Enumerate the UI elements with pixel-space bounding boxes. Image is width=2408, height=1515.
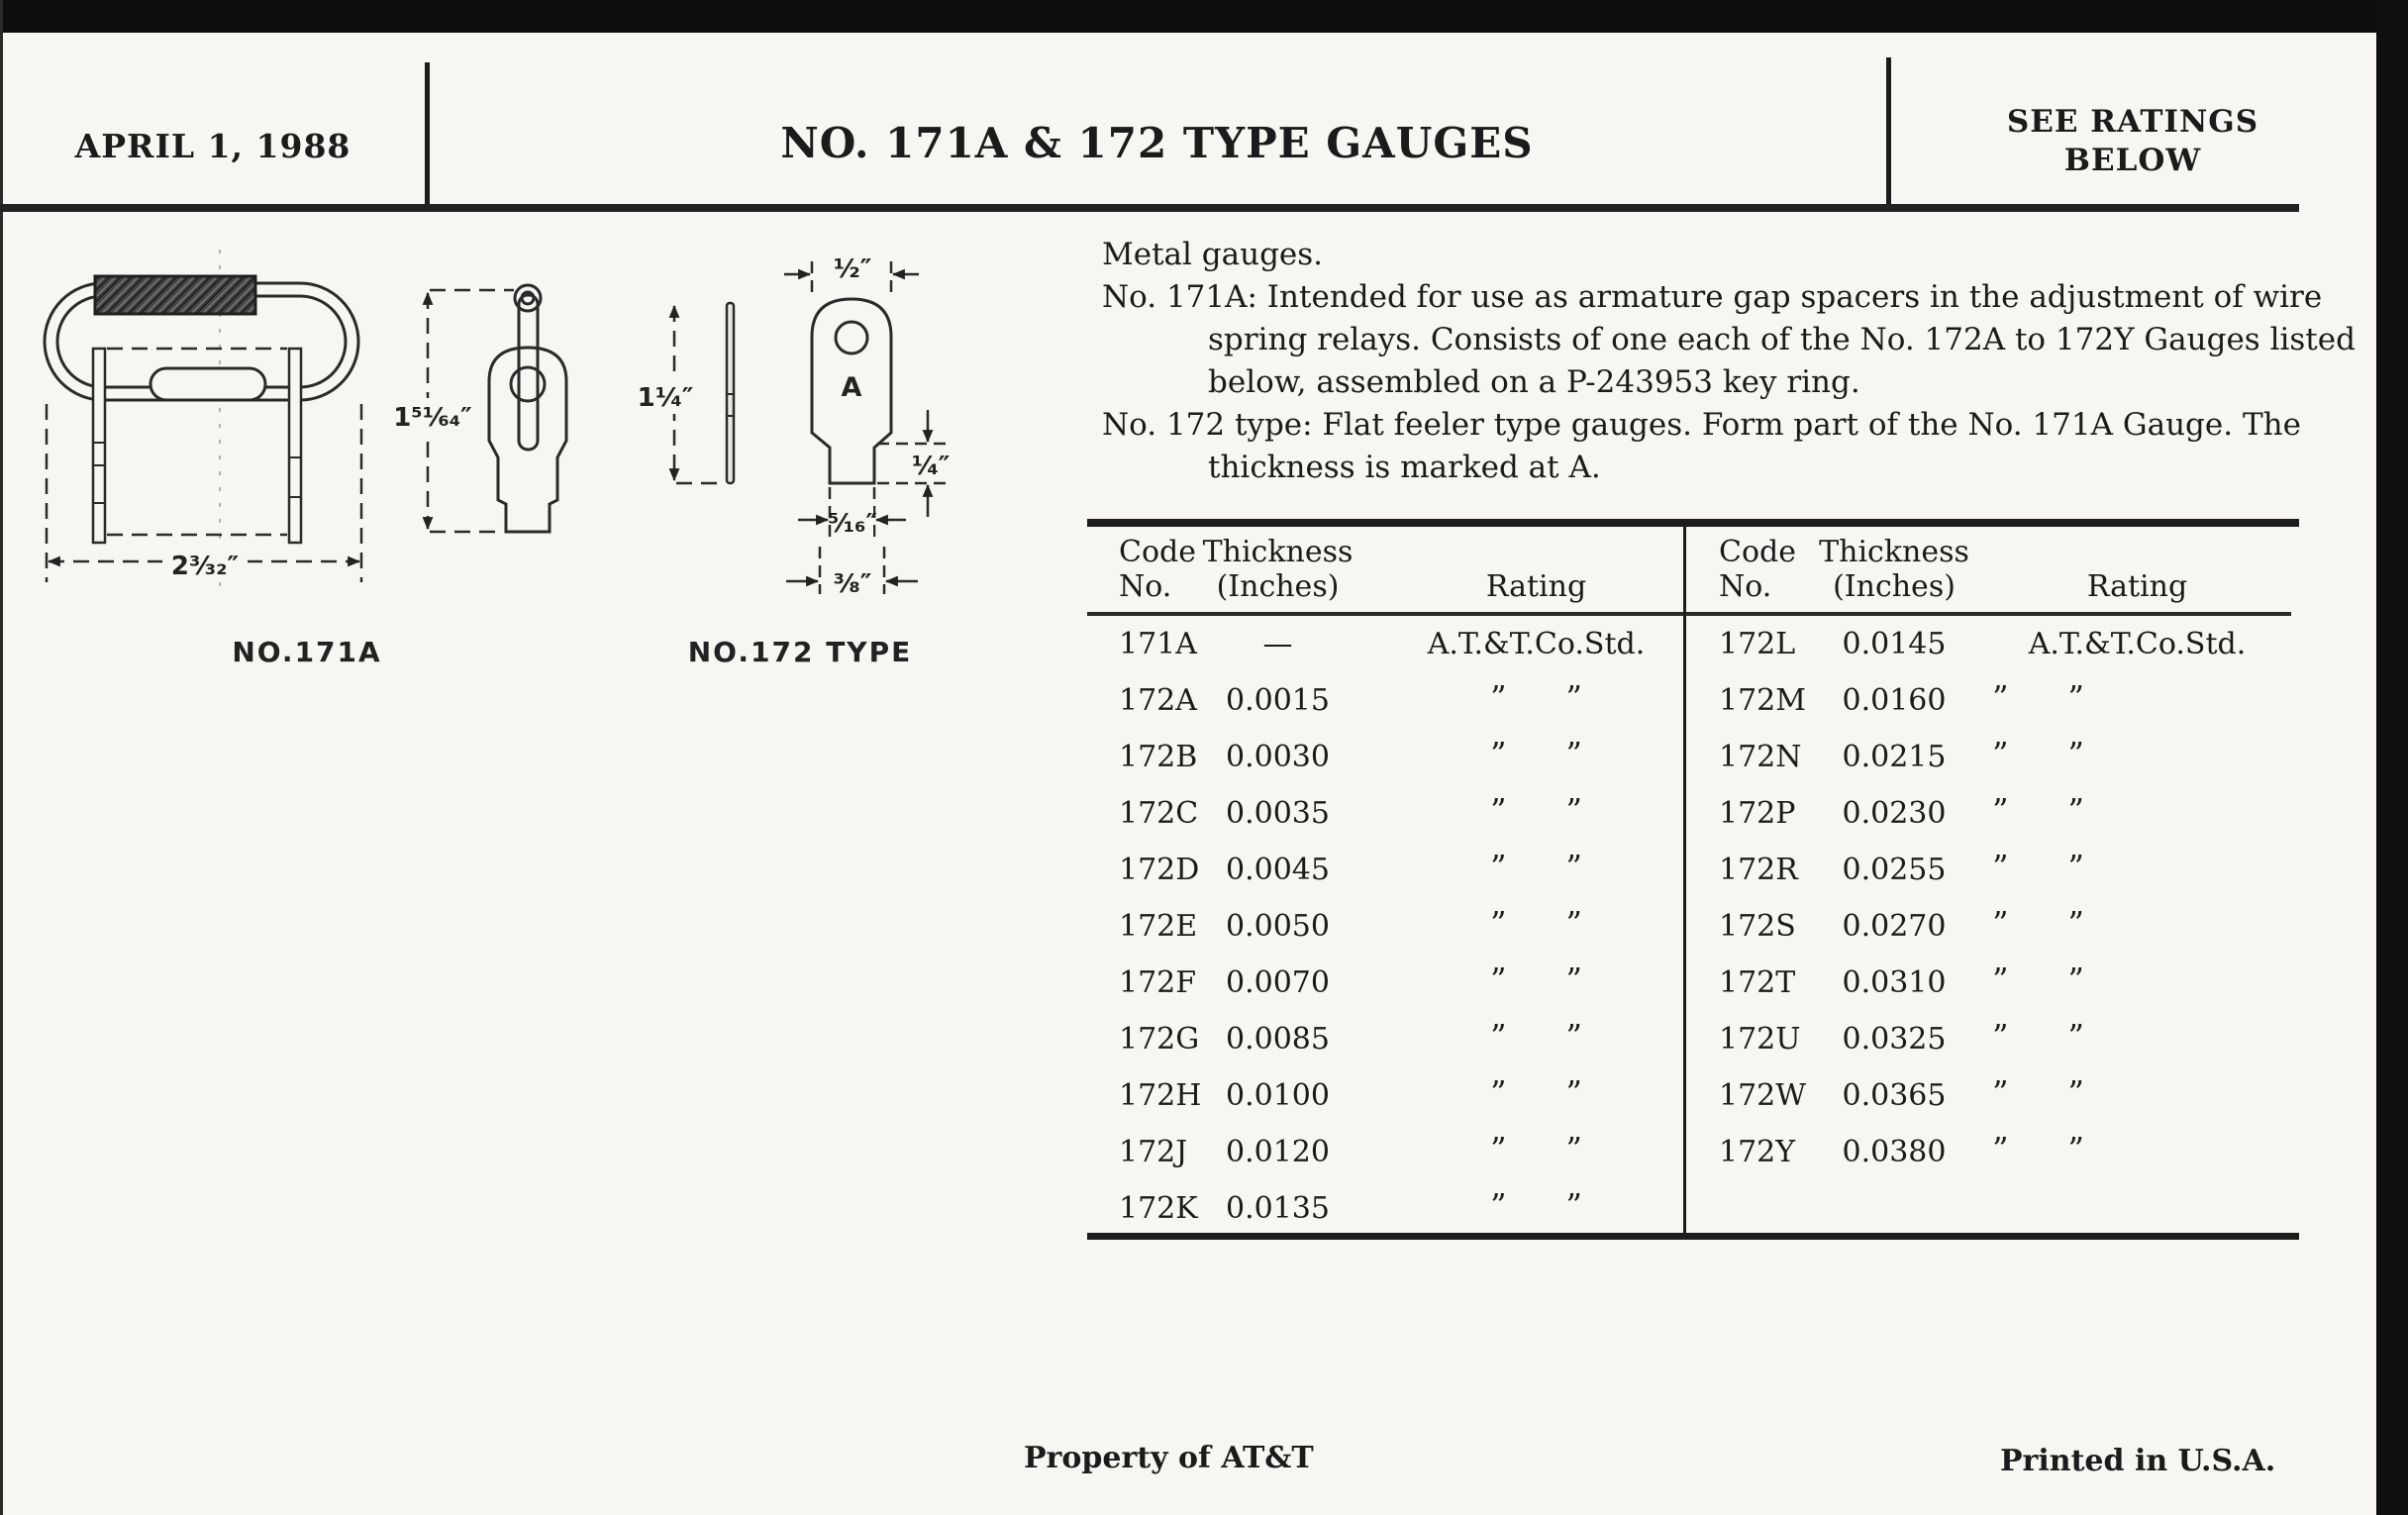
ditto-mark: ”: [1565, 735, 1582, 772]
document-date: APRIL 1, 1988: [74, 127, 351, 165]
table-row: [1087, 1011, 1683, 1067]
ditto-mark: ”: [1565, 904, 1582, 942]
cell-code: 172E: [1119, 909, 1198, 944]
ditto-mark: ”: [1565, 848, 1582, 885]
ditto-mark: ”: [2067, 1017, 2084, 1055]
svg-text:¹⁄₂″: ¹⁄₂″: [833, 254, 872, 284]
cell-code: 172H: [1119, 1078, 1202, 1113]
cell-rating: [1884, 785, 2192, 842]
cell-rating: [1359, 955, 1683, 1011]
table-row: [1087, 729, 1683, 785]
cell-code: 172P: [1719, 796, 1796, 831]
cell-code: 172G: [1119, 1022, 1200, 1057]
drawing-172-side-view: [634, 303, 734, 483]
cell-code: 172D: [1119, 853, 1200, 887]
cell-rating: [1884, 1011, 2192, 1067]
table-row: [1686, 842, 2291, 898]
ratings-note: [1889, 103, 2376, 180]
ditto-mark: ”: [1992, 960, 2009, 998]
ditto-mark: ”: [1992, 1073, 2009, 1111]
table-body-left: [1087, 616, 1683, 1237]
dimension-label-171a-width: 2³⁄₃₂″: [170, 552, 240, 581]
cell-code: 172B: [1119, 740, 1198, 774]
ditto-mark: ”: [1565, 960, 1582, 998]
column-header-code: Code No.: [1119, 535, 1196, 604]
cell-code: 172S: [1719, 909, 1796, 944]
cell-code: 172J: [1119, 1135, 1188, 1169]
description-line: thickness is marked at A.: [1208, 450, 1601, 485]
cell-code: 171A: [1119, 627, 1197, 661]
cell-rating: [1884, 1124, 2192, 1180]
ratings-note-line2: BELOW: [2063, 143, 2202, 178]
description-line: below, assembled on a P-243953 key ring.: [1208, 364, 1860, 400]
cell-code: 172Y: [1719, 1135, 1796, 1169]
description-line: spring relays. Consists of one each of the No. 172A to 172Y Gauges listed: [1208, 322, 2356, 357]
dimension-label-172-height: 1⁵¹⁄₆₄″: [393, 403, 472, 433]
drawing-label-172: NO.172 TYPE: [687, 636, 913, 668]
top-width-dimension: [784, 246, 919, 292]
table-row: [1087, 842, 1683, 898]
cell-rating: [1359, 729, 1683, 785]
ditto-mark: ”: [2067, 960, 2084, 998]
ditto-mark: ”: [2067, 1073, 2084, 1111]
ditto-mark: ”: [1565, 1186, 1582, 1224]
cell-thickness: 0.0325: [1842, 1022, 1947, 1057]
cell-thickness: 0.0270: [1842, 909, 1947, 944]
table-row: [1087, 785, 1683, 842]
gauge-outline: [489, 348, 566, 532]
gauge-slot: [150, 368, 265, 400]
cell-thickness: 0.0255: [1842, 853, 1947, 887]
cell-thickness: 0.0145: [1842, 627, 1947, 661]
ratings-table: [1087, 519, 2299, 1240]
header-divider-right: [1886, 57, 1891, 206]
cell-thickness: 0.0380: [1842, 1135, 1947, 1169]
ditto-mark: ”: [1992, 1130, 2009, 1167]
header-rule: [0, 204, 2299, 212]
cell-code: 172A: [1119, 683, 1197, 718]
cell-thickness: 0.0045: [1226, 853, 1330, 887]
cell-thickness: 0.0160: [1842, 683, 1947, 718]
ditto-mark: ”: [1992, 791, 2009, 829]
cell-rating: [1359, 672, 1683, 729]
header-divider-left: [425, 62, 430, 206]
column-header-thickness: Thickness (Inches): [1819, 535, 1969, 604]
cell-thickness: 0.0035: [1226, 796, 1330, 831]
table-row: [1686, 672, 2291, 729]
ditto-mark: ”: [2067, 791, 2084, 829]
scan-border-right: [2376, 0, 2408, 1515]
cell-rating: [1359, 1124, 1683, 1180]
cell-rating: [1359, 1011, 1683, 1067]
ditto-mark: ”: [2067, 904, 2084, 942]
cell-code: 172W: [1719, 1078, 1807, 1113]
cell-thickness: 0.0085: [1226, 1022, 1330, 1057]
cell-thickness: 0.0215: [1842, 740, 1947, 774]
cell-rating: A.T.&T.Co.Std.: [2028, 627, 2247, 661]
ditto-mark: ”: [1565, 1073, 1582, 1111]
cell-thickness: 0.0050: [1226, 909, 1330, 944]
tip-height-dimension: [877, 410, 951, 517]
thickness-mark-a: A: [841, 372, 862, 403]
knurled-sleeve: [95, 276, 255, 314]
cell-code: 172T: [1719, 965, 1796, 1000]
table-row: [1087, 898, 1683, 955]
ditto-mark: ”: [2067, 848, 2084, 885]
link: [519, 295, 538, 450]
cell-rating: A.T.&T.Co.Std.: [1427, 627, 1646, 661]
ditto-mark: ”: [1490, 678, 1507, 716]
ditto-mark: ”: [1992, 1017, 2009, 1055]
description-line: No. 172 type: Flat feeler type gauges. Form part of the No. 171A Gauge. The: [1102, 407, 2301, 443]
ditto-mark: ”: [1490, 904, 1507, 942]
drawing-171a-assembly: [45, 250, 382, 668]
table-row: [1686, 616, 2291, 672]
cell-code: 172K: [1119, 1191, 1198, 1226]
description-line: No. 171A: Intended for use as armature gap spacers in the adjustment of wire: [1102, 279, 2323, 315]
column-header-rating: Rating: [2086, 569, 2188, 604]
ditto-mark: ”: [1565, 1130, 1582, 1167]
dimension-label-172-edge: 1¹⁄₄″: [637, 383, 694, 413]
table-row: [1087, 616, 1683, 672]
cell-thickness: 0.0070: [1226, 965, 1330, 1000]
cell-thickness: 0.0100: [1226, 1078, 1330, 1113]
cell-thickness: 0.0365: [1842, 1078, 1947, 1113]
gauge-drawings: [0, 226, 1069, 701]
svg-text:³⁄₈″: ³⁄₈″: [833, 569, 872, 599]
ditto-mark: ”: [1490, 735, 1507, 772]
cell-rating: [1359, 1067, 1683, 1124]
ditto-mark: ”: [1490, 1130, 1507, 1167]
cell-rating: [1359, 898, 1683, 955]
ditto-mark: ”: [1490, 1017, 1507, 1055]
cell-code: 172N: [1719, 740, 1802, 774]
ditto-mark: ”: [1992, 735, 2009, 772]
cell-code: 172U: [1719, 1022, 1801, 1057]
svg-text:⁵⁄₁₆″: ⁵⁄₁₆″: [827, 509, 878, 539]
table-row: [1686, 785, 2291, 842]
ratings-table-right-half: [1686, 527, 2291, 1233]
cell-rating: [1884, 729, 2192, 785]
cell-rating: [1884, 842, 2192, 898]
description-line: Metal gauges.: [1102, 237, 1324, 272]
cell-thickness: —: [1262, 627, 1293, 661]
table-row: [1087, 955, 1683, 1011]
table-body-right: [1686, 616, 2291, 1180]
cell-code: 172C: [1119, 796, 1199, 831]
cell-thickness: 0.0120: [1226, 1135, 1330, 1169]
cell-rating: [1359, 842, 1683, 898]
cell-code: 172L: [1719, 627, 1796, 661]
ditto-mark: ”: [1490, 1186, 1507, 1224]
ditto-mark: ”: [2067, 678, 2084, 716]
ratings-note-line1: SEE RATINGS: [2006, 104, 2259, 140]
cell-rating: [1359, 1180, 1683, 1237]
table-row: [1686, 1011, 2291, 1067]
ditto-mark: ”: [1565, 678, 1582, 716]
svg-text:¹⁄₄″: ¹⁄₄″: [911, 452, 951, 481]
table-row: [1686, 1067, 2291, 1124]
cell-code: 172R: [1719, 853, 1798, 887]
cell-rating: [1884, 1067, 2192, 1124]
cell-rating: [1884, 955, 2192, 1011]
drawing-label-171a: NO.171A: [232, 636, 382, 668]
footer-printed-notice: Printed in U.S.A.: [2000, 1444, 2276, 1478]
cell-thickness: 0.0030: [1226, 740, 1330, 774]
scan-border-top: [0, 0, 2408, 33]
table-row: [1087, 1180, 1683, 1237]
ditto-mark: ”: [1565, 791, 1582, 829]
table-row: [1087, 1067, 1683, 1124]
table-row: [1087, 1124, 1683, 1180]
ditto-mark: ”: [1565, 1017, 1582, 1055]
ditto-mark: ”: [1490, 791, 1507, 829]
tip-width-dimension: [798, 487, 906, 543]
cell-rating: [1884, 898, 2192, 955]
ditto-mark: ”: [1490, 960, 1507, 998]
cell-thickness: 0.0015: [1226, 683, 1330, 718]
page-title: NO. 171A & 172 TYPE GAUGES: [780, 119, 1534, 167]
column-header-code: Code No.: [1719, 535, 1796, 604]
table-row: [1686, 1124, 2291, 1180]
cell-rating: [1359, 785, 1683, 842]
gauge-blade-right: [289, 349, 301, 543]
column-header-thickness: Thickness (Inches): [1202, 535, 1354, 604]
table-row: [1686, 955, 2291, 1011]
cell-thickness: 0.0135: [1226, 1191, 1330, 1226]
ditto-mark: ”: [1992, 678, 2009, 716]
cell-code: 172F: [1119, 965, 1197, 1000]
ditto-mark: ”: [2067, 1130, 2084, 1167]
ditto-mark: ”: [1992, 848, 2009, 885]
cell-rating: [1884, 672, 2192, 729]
ditto-mark: ”: [1992, 904, 2009, 942]
cell-thickness: 0.0230: [1842, 796, 1947, 831]
ditto-mark: ”: [1490, 1073, 1507, 1111]
gauge-hole: [511, 367, 545, 401]
ratings-table-left-half: [1087, 527, 1683, 1233]
gauge-blade-left: [93, 349, 105, 543]
table-row: [1686, 729, 2291, 785]
cell-code: 172M: [1719, 683, 1806, 718]
ditto-mark: ”: [1490, 848, 1507, 885]
column-header-rating: Rating: [1485, 569, 1587, 604]
table-row: [1686, 898, 2291, 955]
drawing-172-front-view: [392, 285, 566, 532]
description-block: [1102, 234, 2356, 489]
gauge-hole: [836, 322, 867, 354]
table-row: [1087, 672, 1683, 729]
table-header: [1686, 527, 2291, 616]
base-width-dimension: [786, 547, 918, 599]
ditto-mark: ”: [2067, 735, 2084, 772]
table-header: [1087, 527, 1683, 616]
footer-property-notice: Property of AT&T: [1024, 1441, 1314, 1475]
cell-thickness: 0.0310: [1842, 965, 1947, 1000]
